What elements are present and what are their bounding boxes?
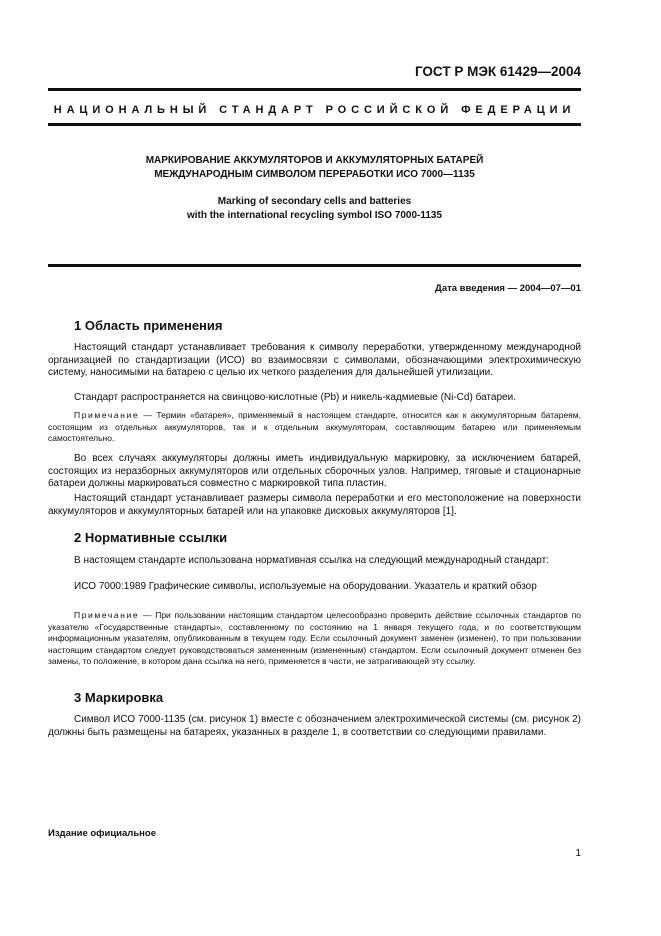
title-ru bbox=[48, 154, 581, 182]
section-2-paragraph-2: ИСО 7000:1989 Графические символы, используемые на оборудовании. Указатель и краткий обзор bbox=[74, 581, 537, 592]
note-label: Примечание bbox=[74, 610, 140, 620]
section-3-heading: 3 Маркировка bbox=[74, 690, 164, 705]
section-2-note bbox=[48, 610, 581, 668]
title-divider bbox=[48, 264, 581, 267]
page-number: 1 bbox=[575, 848, 581, 859]
section-1-heading: 1 Область применения bbox=[74, 318, 223, 333]
title-en bbox=[48, 195, 581, 223]
banner-divider bbox=[48, 123, 581, 126]
note-label: Примечание bbox=[74, 410, 140, 420]
title-ru-line1: МАРКИРОВАНИЕ АККУМУЛЯТОРОВ И АККУМУЛЯТОРНЫХ БАТАРЕЙ bbox=[145, 155, 484, 166]
section-1-paragraph-3: Во всех случаях аккумуляторы должны иметь индивидуальную маркировку, за исключением батарей, состоящих из неразборных аккумуляторов или отдельных сборочных узлов. Например, тяговые и стационарные батареи должны маркироваться совместно с маркировкой типа пластин. bbox=[48, 453, 581, 490]
section-2-heading: 2 Нормативные ссылки bbox=[74, 530, 228, 545]
note-text: — Термин «батарея», применяемый в настоящем стандарте, относится как к аккумуляторным батареям, состоящим из отдельных аккумуляторов, так и к отдельным аккумуляторам, составляющим батарею или применяемым самостоятельно. bbox=[48, 410, 581, 443]
title-ru-line2: МЕЖДУНАРОДНЫМ СИМВОЛОМ ПЕРЕРАБОТКИ ИСО 7000—1135 bbox=[154, 169, 475, 180]
note-text: — При пользовании настоящим стандартом целесообразно проверить действие ссылочных стандартов по указателю «Государственные стандарты», составленному по состоянию на 1 января текущего года, и по соответствующим информационным указателям, опубликованным в текущем году. Если ссылочный документ заменен (изменен), то при пользовании настоящим стандартом следует руководствоваться замененным (измененным) стандартом. Если ссылочный документ отменен без замены, то положение, в котором дана ссылка на него, применяется в части, не затрагивающей эту ссылку. bbox=[48, 610, 581, 666]
national-standard-banner: НАЦИОНАЛЬНЫЙ СТАНДАРТ РОССИЙСКОЙ ФЕДЕРАЦИИ bbox=[53, 104, 576, 116]
introduction-date: Дата введения — 2004—07—01 bbox=[435, 283, 581, 294]
section-1-note bbox=[48, 410, 581, 445]
edition-label: Издание официальное bbox=[48, 828, 156, 839]
top-divider bbox=[48, 88, 581, 91]
title-en-line2: with the international recycling symbol ISO 7000-1135 bbox=[186, 210, 443, 221]
section-1-paragraph-2: Стандарт распространяется на свинцово-кислотные (Pb) и никель-кадмиевые (Ni-Cd) батареи. bbox=[74, 392, 516, 403]
standard-code: ГОСТ Р МЭК 61429—2004 bbox=[414, 64, 581, 79]
title-en-line1: Marking of secondary cells and batteries bbox=[217, 196, 412, 207]
section-3-paragraph-1: Символ ИСО 7000-1135 (см. рисунок 1) вместе с обозначением электрохимической системы (см. рисунок 2) должны быть размещены на батареях, указанных в разделе 1, в соответствии со следующими правилами. bbox=[48, 714, 581, 738]
section-1-paragraph-1: Настоящий стандарт устанавливает требования к символу переработки, утвержденному международной организацией по стандартизации (ИСО) во взаимосвязи с символами, обозначающими электрохимическую систему, наносимыми на батарею с целью их четкого разделения для дальнейшей утилизации. bbox=[48, 342, 581, 379]
section-2-paragraph-1: В настоящем стандарте использована нормативная ссылка на следующий международный стандарт: bbox=[74, 555, 549, 566]
section-1-paragraph-4: Настоящий стандарт устанавливает размеры символа переработки и его местоположение на поверхности аккумуляторов и аккумуляторных батарей или на упаковке дисковых аккумуляторов [1]. bbox=[48, 493, 581, 517]
